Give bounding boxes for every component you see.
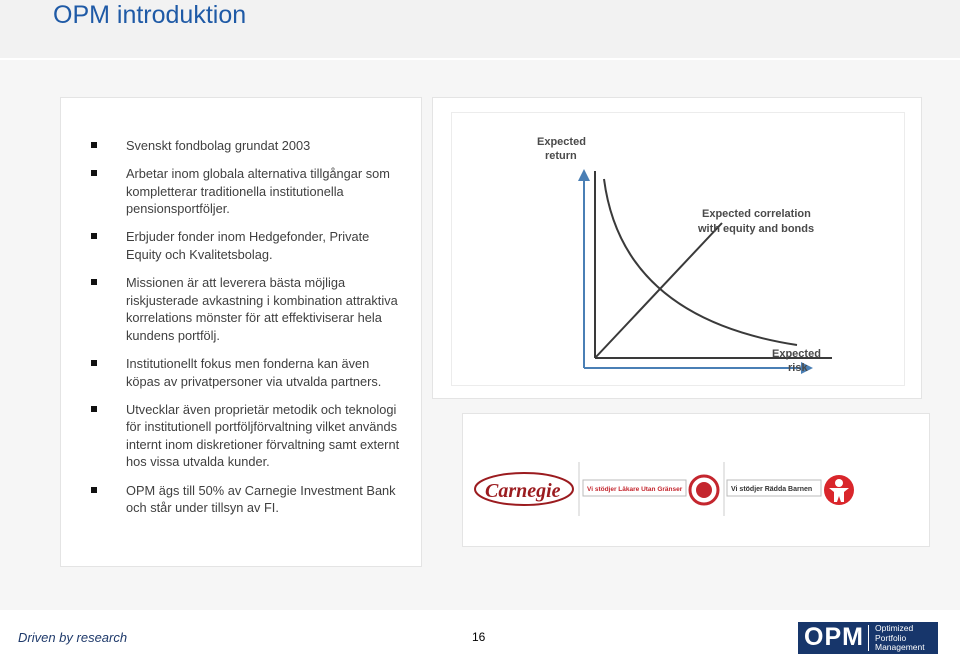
rb-badge-text: Vi stödjer Rädda Barnen [731,486,813,493]
risk-return-diagram [452,113,904,385]
msf-emblem-inner [696,482,712,498]
opm-logo-sub [875,624,925,653]
diagram-frame [451,112,905,386]
efficient-frontier-curve [604,179,797,345]
bullet-item: OPM ägs till 50% av Carnegie Investment Bank och står under tillsyn av FI. [83,482,403,517]
msf-badge-text: Vi stödjer Läkare Utan Gränser [587,486,683,493]
bullet-item: Svenskt fondbolag grundat 2003 [83,137,403,155]
rb-badge [727,475,854,505]
partner-logos-panel [462,413,930,547]
page-title: OPM introduktion [53,1,247,29]
opm-logo-sub-line: Optimized [875,623,914,633]
bullet-square-icon [91,360,97,366]
msf-badge [583,476,718,504]
page-number: 16 [472,630,486,644]
opm-logo-divider [868,625,869,651]
bullet-item: Institutionellt fokus men fonderna kan även köpas av privatpersoner via utvalda partners. [83,355,403,390]
diagram-panel [432,97,922,399]
bullet-square-icon [91,406,97,412]
y-axis-label: Expected [537,136,586,148]
carnegie-logo [475,473,573,505]
bullet-item: Utvecklar även proprietär metodik och teknologi för institutionell portföljförvaltning vilket används internt inom diskretioner förvaltning samt externt hos vissa utvalda kunder. [83,401,403,471]
opm-logo-main: OPM [804,623,864,651]
x-axis-label: risk [788,362,808,374]
opm-logo-sub-line: Portfolio [875,632,907,643]
correlation-label: Expected correlation [702,208,811,220]
partner-logos [463,414,929,546]
carnegie-logo-text: Carnegie [485,480,561,502]
bullet-square-icon [91,142,97,148]
text-panel [60,97,422,567]
bullet-item: Arbetar inom globala alternativa tillgångar som kompletterar traditionella institutionella pensionsportföljer. [83,165,403,218]
bullet-list [83,137,403,527]
correlation-line [595,223,722,358]
y-axis-label: return [545,150,577,162]
correlation-label: with equity and bonds [698,223,815,235]
bullet-square-icon [91,487,97,493]
bullet-square-icon [91,233,97,239]
bullet-square-icon [91,170,97,176]
opm-logo [798,622,938,654]
footer-tagline: Driven by research [18,630,128,645]
opm-logo-sub-line: Management [875,642,925,652]
bullet-item: Missionen är att leverera bästa möjliga riskjusterade avkastning i kombination attraktiva korrelations mönster för att effektiviserar hela kundens portfölj. [83,274,403,344]
bullet-item: Erbjuder fonder inom Hedgefonder, Private Equity och Kvalitetsbolag. [83,228,403,263]
x-axis-label: Expected [772,348,821,360]
bullet-square-icon [91,279,97,285]
rb-emblem-head [835,479,843,487]
